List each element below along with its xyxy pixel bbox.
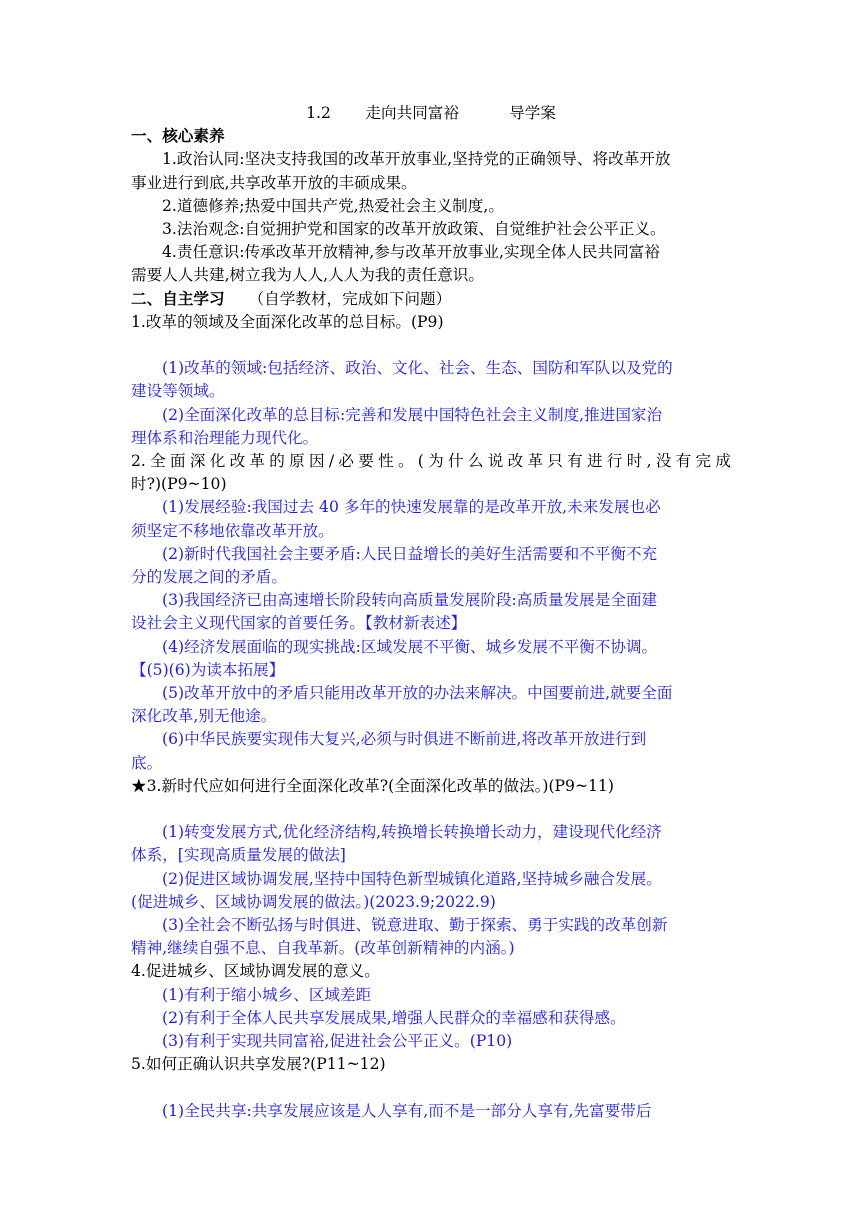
q2-answer-6-cont: 底。	[131, 753, 163, 772]
question-2: 2.全面深化改革的原因/必要性。(为什么说改革只有进行时,没有完成	[131, 452, 731, 471]
q1-answer-2: (2)全面深化改革的总目标:完善和发展中国特色社会主义制度,推进国家治	[162, 405, 663, 424]
q4-answer-2: (2)有利于全体人民共享发展成果,增强人民群众的幸福感和获得感。	[162, 1008, 626, 1027]
q2-answer-1: (1)发展经验:我国过去 40 多年的快速发展靠的是改革开放,未来发展也必	[162, 498, 661, 517]
q2-answer-5-cont: 深化改革,别无他途。	[131, 707, 277, 726]
section-heading-core: 一、核心素养	[131, 127, 225, 146]
q3-answer-1: (1)转变发展方式,优化经济结构,转换增长转换增长动力，建设现代化经济	[162, 823, 662, 842]
question-2-cont: 时?)(P9~10)	[131, 475, 227, 494]
q2-answer-2: (2)新时代我国社会主要矛盾:人民日益增长的美好生活需要和不平衡不充	[162, 544, 658, 563]
core-item-2: 2.道德修养;热爱中国共产党,热爱社会主义制度,。	[162, 196, 504, 215]
core-item-1: 1.政治认同:坚决支持我国的改革开放事业,坚持党的正确领导、将改革开放	[162, 150, 671, 169]
q3-answer-3-cont: 精神,继续自强不息、自我革新。(改革创新精神的内涵。)	[131, 939, 515, 958]
self-study-heading: 二、自主学习	[131, 289, 225, 308]
q2-answer-2-cont: 分的发展之间的矛盾。	[131, 568, 287, 587]
q4-answer-3: (3)有利于实现共同富裕,促进社会公平正义。(P10)	[162, 1032, 513, 1051]
spacer	[131, 1077, 731, 1100]
q2-extension-note: 【(5)(6)为读本拓展】	[131, 660, 285, 679]
document-page	[131, 102, 731, 1123]
section-heading-self-study	[131, 288, 731, 311]
core-item-1-cont: 事业进行到底,共享改革开放的丰硕成果。	[131, 173, 417, 192]
question-1: 1.改革的领域及全面深化改革的总目标。(P9)	[131, 312, 444, 331]
q5-answer-1: (1)全民共享:共享发展应该是人人享有,而不是一部分人享有,先富要带后	[162, 1101, 652, 1120]
q3-answer-2-cont: (促进城乡、区域协调发展的做法。)(2023.9;2022.9)	[131, 892, 496, 911]
q3-answer-3: (3)全社会不断弘扬与时俱进、锐意进取、勤于探索、勇于实践的改革创新	[162, 916, 668, 935]
q3-answer-1-cont: 体系，[实现高质量发展的做法]	[131, 846, 346, 865]
q2-answer-5: (5)改革开放中的矛盾只能用改革开放的办法来解决。中国要前进,就要全面	[162, 684, 673, 703]
document-title: 1.2 走向共同富裕 导学案	[306, 104, 556, 122]
q2-answer-3: (3)我国经济已由高速增长阶段转向高质量发展阶段:高质量发展是全面建	[162, 591, 658, 610]
spacer	[131, 334, 731, 357]
self-study-note: （自学教材，完成如下问题）	[248, 289, 452, 308]
q1-answer-2-cont: 理体系和治理能力现代化。	[131, 428, 319, 447]
question-5: 5.如何正确认识共享发展?(P11~12)	[131, 1055, 386, 1074]
q1-answer-1: (1)改革的领域:包括经济、政治、文化、社会、生态、国防和军队以及党的	[162, 359, 673, 378]
q3-answer-2: (2)促进区域协调发展,坚持中国特色新型城镇化道路,坚持城乡融合发展。	[162, 869, 662, 888]
q2-answer-6: (6)中华民族要实现伟大复兴,必须与时俱进不断前进,将改革开放进行到	[162, 730, 647, 749]
question-3: ★3.新时代应如何进行全面深化改革?(全面深化改革的做法。)(P9~11)	[131, 776, 614, 795]
core-item-4-cont: 需要人人共建,树立我为人人,人人为我的责任意识。	[131, 266, 484, 285]
q2-answer-4: (4)经济发展面临的现实挑战:区域发展不平衡、城乡发展不平衡不协调。	[162, 637, 658, 656]
q1-answer-1-cont: 建设等领域。	[131, 382, 225, 401]
spacer	[131, 798, 731, 821]
q4-answer-1: (1)有利于缩小城乡、区域差距	[162, 985, 372, 1004]
question-4: 4.促进城乡、区域协调发展的意义。	[131, 962, 380, 981]
core-item-4: 4.责任意识:传承改革开放精神,参与改革开放事业,实现全体人民共同富裕	[162, 243, 660, 262]
q2-answer-3-cont: 设社会主义现代国家的首要任务。【教材新表述】	[131, 614, 467, 633]
core-item-3: 3.法治观念:自觉拥护党和国家的改革开放政策、自觉维护社会公平正义。	[162, 220, 666, 239]
q2-answer-1-cont: 须坚定不移地依靠改革开放。	[131, 521, 334, 540]
